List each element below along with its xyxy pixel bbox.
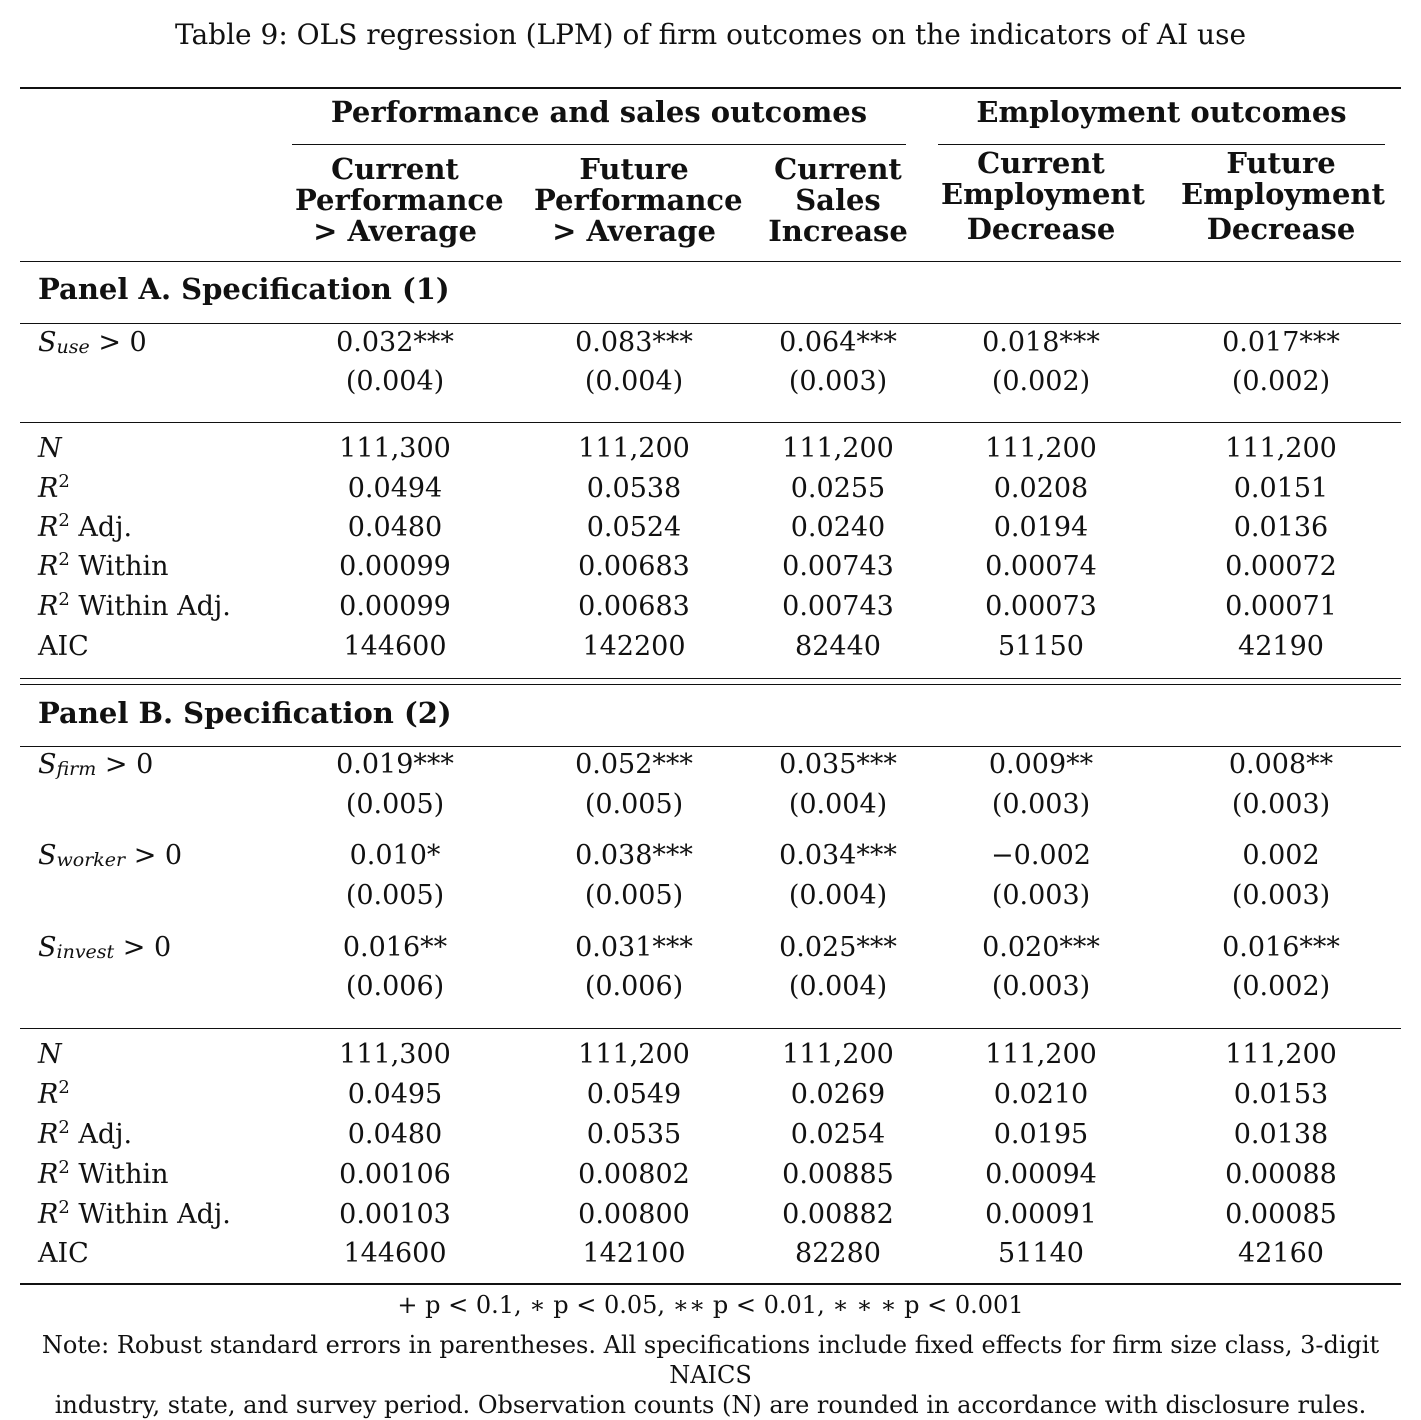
- std-error-cell: (0.006): [584, 971, 684, 1002]
- stat-cell: 111,300: [339, 433, 451, 464]
- stat-cell: 0.0480: [347, 1119, 443, 1150]
- row-label: AIC: [38, 631, 89, 662]
- stat-cell: 111,200: [782, 433, 894, 464]
- std-error-cell: (0.005): [345, 880, 445, 911]
- stat-cell: 0.00802: [578, 1159, 690, 1190]
- column-header-line: Sales: [795, 183, 881, 217]
- stat-cell: 0.00743: [782, 591, 894, 622]
- column-header-line: Future: [1226, 146, 1336, 180]
- table-row: [0, 880, 1421, 920]
- stat-cell: 0.0495: [347, 1079, 443, 1110]
- coefficient-cell: 0.017***: [1222, 327, 1340, 358]
- std-error-cell: (0.004): [788, 880, 888, 911]
- table-row: [0, 433, 1421, 473]
- table-row: [0, 631, 1421, 671]
- stat-cell: 0.00885: [782, 1159, 894, 1190]
- row-label: AIC: [38, 1238, 89, 1269]
- stat-cell: 0.00091: [985, 1199, 1097, 1230]
- row-label: $S_{worker} > 0$: [38, 840, 183, 871]
- table-row: [0, 932, 1421, 972]
- table-row: [0, 1079, 1421, 1119]
- table-row: [0, 591, 1421, 631]
- coefficient-cell: 0.002: [1242, 840, 1320, 871]
- column-header: [534, 152, 743, 248]
- stat-cell: 0.00074: [985, 551, 1097, 582]
- std-error-cell: (0.003): [991, 789, 1091, 820]
- stat-cell: 42160: [1238, 1238, 1324, 1269]
- std-error-cell: (0.004): [788, 789, 888, 820]
- group-header-employment: Employment outcomes: [976, 95, 1347, 129]
- stat-cell: 0.00071: [1225, 591, 1337, 622]
- coefficient-cell: 0.016**: [342, 932, 448, 963]
- column-header-line: Employment: [941, 177, 1145, 211]
- coefficient-cell: 0.008**: [1228, 749, 1334, 780]
- column-header-line: Performance: [295, 183, 504, 217]
- row-label: $R^2$ Within Adj.: [38, 589, 231, 622]
- table-row: [0, 551, 1421, 591]
- stat-cell: 0.0210: [993, 1079, 1089, 1110]
- std-error-cell: (0.002): [991, 366, 1091, 397]
- table-row: [0, 789, 1421, 829]
- stat-cell: 0.0208: [993, 473, 1089, 504]
- stat-cell: 144600: [343, 1238, 447, 1269]
- column-header-line: Increase: [768, 214, 908, 248]
- stat-cell: 111,200: [985, 433, 1097, 464]
- coefficient-cell: 0.018***: [982, 327, 1100, 358]
- coefficient-cell: 0.025***: [779, 932, 897, 963]
- table-row: [0, 840, 1421, 880]
- coefficient-cell: 0.035***: [779, 749, 897, 780]
- std-error-cell: (0.002): [1231, 971, 1331, 1002]
- stat-cell: 0.00088: [1225, 1159, 1337, 1190]
- std-error-cell: (0.002): [1231, 366, 1331, 397]
- std-error-cell: (0.003): [788, 366, 888, 397]
- column-header-line: Decrease: [1206, 212, 1356, 246]
- row-label: N: [38, 1039, 62, 1070]
- stat-cell: 0.0255: [790, 473, 886, 504]
- stat-cell: 0.0480: [347, 512, 443, 543]
- table-row: [0, 327, 1421, 367]
- std-error-cell: (0.004): [584, 366, 684, 397]
- row-label: $S_{use} > 0$: [38, 327, 147, 358]
- row-label: $S_{invest} > 0$: [38, 932, 172, 963]
- stat-cell: 111,200: [578, 1039, 690, 1070]
- stat-cell: 0.0136: [1233, 512, 1329, 543]
- column-header-line: Current: [977, 146, 1105, 180]
- column-header-line: Decrease: [966, 212, 1116, 246]
- column-header: [295, 152, 504, 248]
- top-rule: [20, 87, 1401, 89]
- stat-cell: 0.0535: [586, 1119, 682, 1150]
- stat-cell: 51150: [998, 631, 1084, 662]
- coefficient-cell: 0.064***: [779, 327, 897, 358]
- significance-footnote: + p < 0.1, ∗ p < 0.05, ∗∗ p < 0.01, ∗ ∗ ∗ p < 0.001: [397, 1291, 1024, 1319]
- std-error-cell: (0.006): [345, 971, 445, 1002]
- column-header: [738, 154, 938, 247]
- stat-cell: 111,200: [1225, 433, 1337, 464]
- table-row: [0, 1039, 1421, 1079]
- coefficient-cell: 0.031***: [575, 932, 693, 963]
- panel-a-rule: [20, 323, 1401, 324]
- coefficient-cell: 0.034***: [779, 840, 897, 871]
- stat-cell: 0.00099: [339, 591, 451, 622]
- group-rule-employment: [938, 144, 1385, 145]
- coefficient-cell: 0.038***: [575, 840, 693, 871]
- stat-cell: 0.0549: [586, 1079, 682, 1110]
- panel-b-stats-rule: [20, 1028, 1401, 1029]
- table-row: [0, 749, 1421, 789]
- panel-separator-rule: [20, 684, 1401, 685]
- stat-cell: 0.0194: [993, 512, 1089, 543]
- stat-cell: 51140: [998, 1238, 1084, 1269]
- row-label: $R^2$ Adj.: [38, 510, 133, 543]
- table-note-line: Note: Robust standard errors in parentheses. All specifications include fixed effects for firm size class, 3-digit NAICS: [41, 1331, 1380, 1389]
- stat-cell: 111,300: [339, 1039, 451, 1070]
- table-note-line: industry, state, and survey period. Observation counts (N) are rounded in accordance with disclosure rules.: [54, 1391, 1367, 1419]
- group-rule-performance: [292, 144, 906, 145]
- table-row: [0, 473, 1421, 513]
- row-label: $S_{firm} > 0$: [38, 749, 154, 780]
- stat-cell: 111,200: [985, 1039, 1097, 1070]
- stat-cell: 42190: [1238, 631, 1324, 662]
- stat-cell: 111,200: [1225, 1039, 1337, 1070]
- coefficient-cell: 0.016***: [1222, 932, 1340, 963]
- stat-cell: 0.0195: [993, 1119, 1089, 1150]
- coefficient-cell: 0.010*: [349, 840, 441, 871]
- bottom-rule: [20, 1283, 1401, 1285]
- stat-cell: 142100: [582, 1238, 686, 1269]
- stat-cell: 0.00106: [339, 1159, 451, 1190]
- stat-cell: 0.0240: [790, 512, 886, 543]
- stat-cell: 142200: [582, 631, 686, 662]
- stat-cell: 0.0538: [586, 473, 682, 504]
- coefficient-cell: 0.019***: [336, 749, 454, 780]
- panel-b-rule: [20, 746, 1401, 747]
- table-row: [0, 1199, 1421, 1239]
- stat-cell: 111,200: [578, 433, 690, 464]
- column-header-line: Performance: [534, 183, 743, 217]
- coefficient-cell: 0.052***: [575, 749, 693, 780]
- coefficient-cell: 0.020***: [982, 932, 1100, 963]
- table-row: [0, 366, 1421, 406]
- stat-cell: 0.0138: [1233, 1119, 1329, 1150]
- panel-separator-rule: [20, 678, 1401, 679]
- std-error-cell: (0.003): [1231, 880, 1331, 911]
- row-label: $R^2$ Adj.: [38, 1117, 133, 1150]
- row-label: N: [38, 433, 62, 464]
- stat-cell: 0.0524: [586, 512, 682, 543]
- column-header-line: Employment: [1181, 177, 1385, 211]
- coefficient-cell: −0.002: [991, 840, 1091, 871]
- std-error-cell: (0.004): [788, 971, 888, 1002]
- table-note: [40, 1330, 1381, 1420]
- stat-cell: 111,200: [782, 1039, 894, 1070]
- coefficient-cell: 0.009**: [988, 749, 1094, 780]
- stat-cell: 0.00683: [578, 551, 690, 582]
- stat-cell: 0.00072: [1225, 551, 1337, 582]
- panel-a-stats-rule: [20, 422, 1401, 423]
- row-label: $R^2$: [38, 471, 70, 504]
- column-header: [941, 146, 1145, 246]
- std-error-cell: (0.005): [345, 789, 445, 820]
- row-label: $R^2$ Within Adj.: [38, 1197, 231, 1230]
- std-error-cell: (0.003): [991, 971, 1091, 1002]
- std-error-cell: (0.003): [991, 880, 1091, 911]
- row-label: $R^2$: [38, 1077, 70, 1110]
- coefficient-cell: 0.032***: [336, 327, 454, 358]
- stat-cell: 0.0151: [1233, 473, 1329, 504]
- panel-b-title: Panel B. Specification (2): [38, 696, 452, 730]
- panel-a-title: Panel A. Specification (1): [38, 272, 450, 306]
- stat-cell: 0.00743: [782, 551, 894, 582]
- column-header-line: Current: [774, 152, 902, 186]
- stat-cell: 0.00800: [578, 1199, 690, 1230]
- table-row: [0, 971, 1421, 1011]
- stat-cell: 0.00094: [985, 1159, 1097, 1190]
- stat-cell: 0.00103: [339, 1199, 451, 1230]
- column-header-line: Future: [579, 152, 689, 186]
- table-row: [0, 1119, 1421, 1159]
- stat-cell: 0.00085: [1225, 1199, 1337, 1230]
- stat-cell: 0.0153: [1233, 1079, 1329, 1110]
- column-header: [1181, 146, 1385, 246]
- column-header-line: > Average: [313, 214, 477, 248]
- stat-cell: 0.00099: [339, 551, 451, 582]
- stat-cell: 82440: [795, 631, 881, 662]
- stat-cell: 144600: [343, 631, 447, 662]
- std-error-cell: (0.005): [584, 789, 684, 820]
- row-label: $R^2$ Within: [38, 549, 169, 582]
- stat-cell: 0.00683: [578, 591, 690, 622]
- stat-cell: 0.0494: [347, 473, 443, 504]
- stat-cell: 82280: [795, 1238, 881, 1269]
- stat-cell: 0.0254: [790, 1119, 886, 1150]
- table-caption: Table 9: OLS regression (LPM) of firm outcomes on the indicators of AI use: [174, 18, 1247, 51]
- std-error-cell: (0.003): [1231, 789, 1331, 820]
- column-header-line: Current: [331, 152, 459, 186]
- table-row: [0, 1159, 1421, 1199]
- std-error-cell: (0.005): [584, 880, 684, 911]
- stat-cell: 0.0269: [790, 1079, 886, 1110]
- row-label: $R^2$ Within: [38, 1157, 169, 1190]
- coefficient-cell: 0.083***: [575, 327, 693, 358]
- table-row: [0, 1238, 1421, 1278]
- column-header-line: > Average: [552, 214, 716, 248]
- header-rule: [20, 261, 1401, 262]
- stat-cell: 0.00073: [985, 591, 1097, 622]
- stat-cell: 0.00882: [782, 1199, 894, 1230]
- group-header-performance: Performance and sales outcomes: [330, 95, 868, 129]
- std-error-cell: (0.004): [345, 366, 445, 397]
- table-row: [0, 512, 1421, 552]
